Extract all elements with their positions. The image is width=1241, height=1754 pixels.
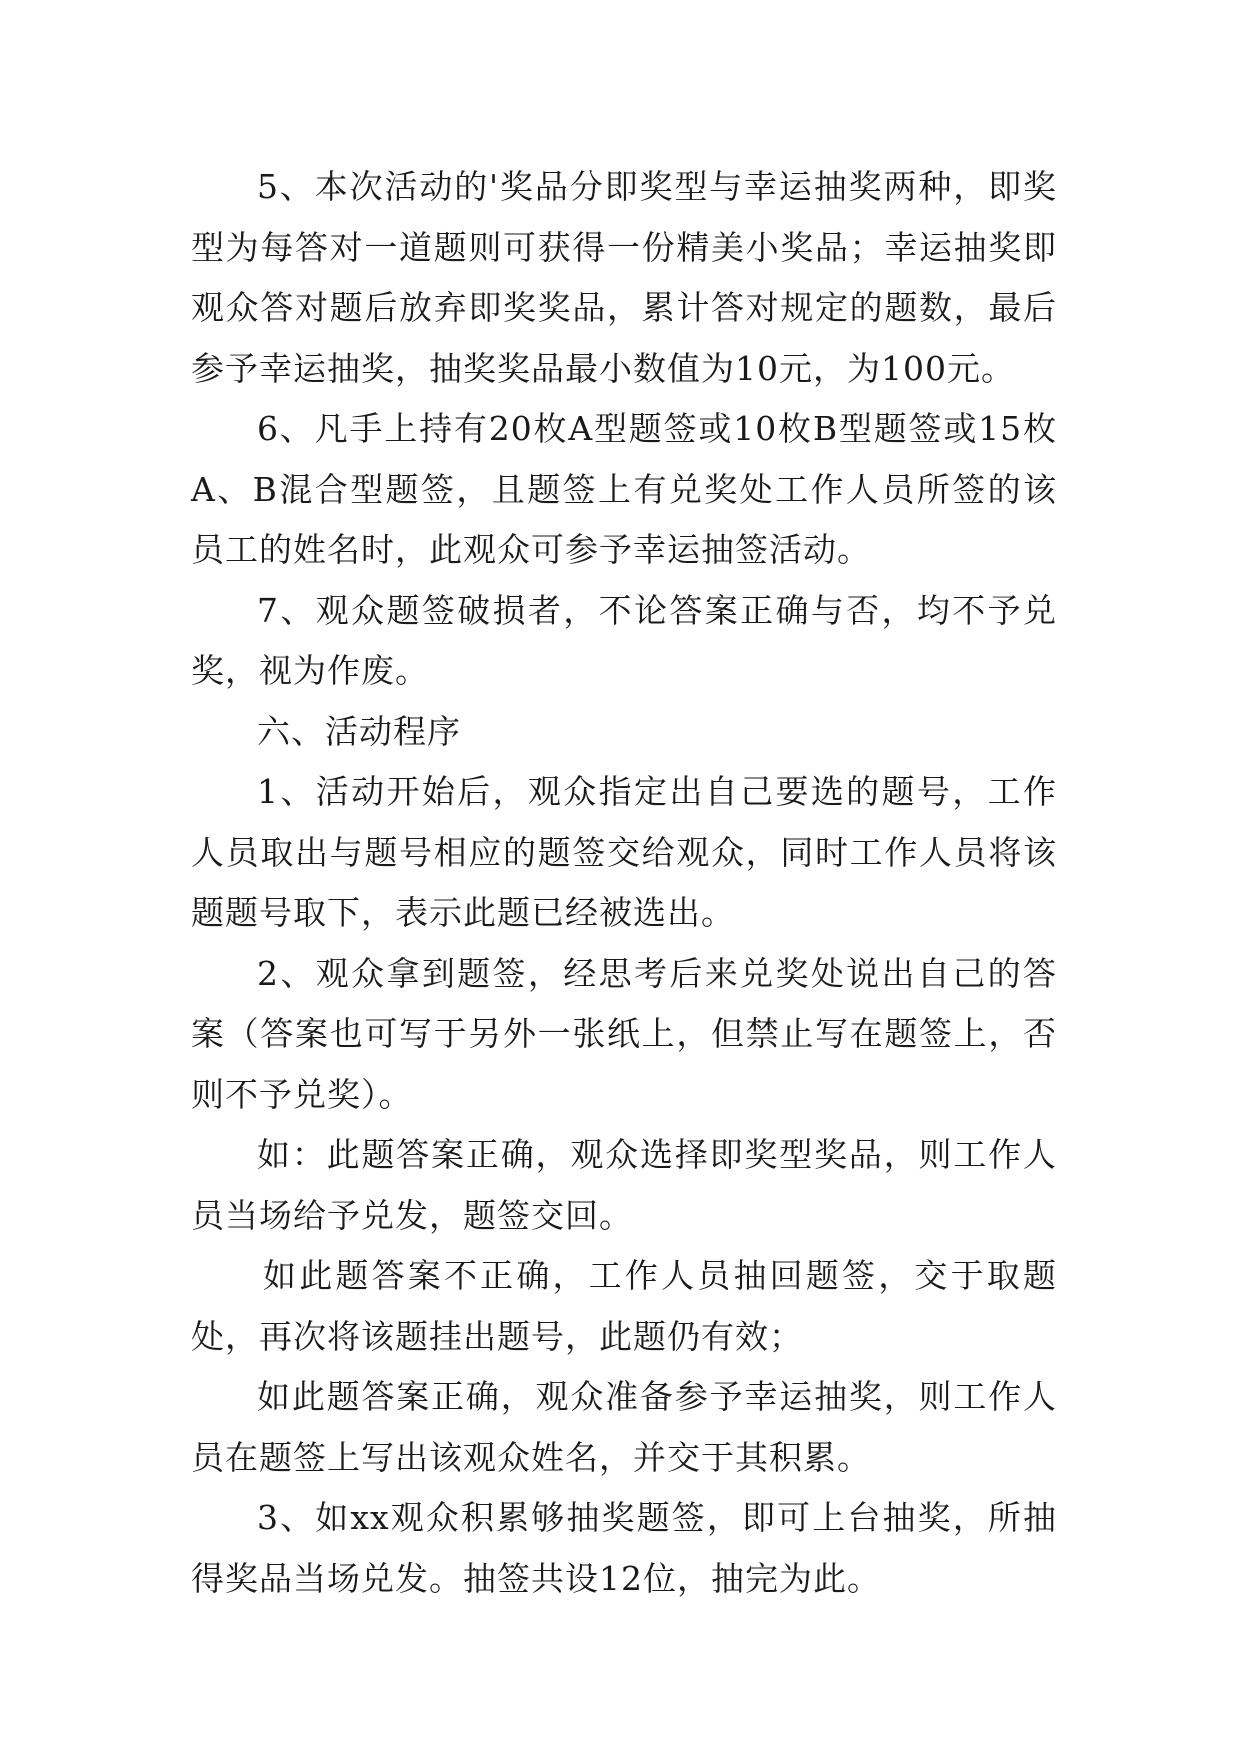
paragraph-step-1: 1、活动开始后，观众指定出自己要选的题号，工作人员取出与题号相应的题签交给观众，同时工作人员将该题题号取下，表示此题已经被选出。 (191, 772, 1057, 932)
paragraph-step-2: 2、观众拿到题签，经思考后来兑奖处说出自己的答案（答案也可写于另外一张纸上，但禁止写在题签上，否则不予兑奖）。 (191, 953, 1057, 1114)
paragraph-rule-6: 6、凡手上持有20枚A型题签或10枚B型题签或15枚A、B混合型题签，且题签上有兑奖处工作人员所签的该员工的姓名时，此观众可参予幸运抽签活动。 (191, 409, 1057, 569)
paragraph-case-incorrect: 如此题答案不正确，工作人员抽回题签，交于取题处，再次将该题挂出题号，此题仍有效； (191, 1256, 1057, 1356)
paragraph-case-correct-instant: 如：此题答案正确，观众选择即奖型奖品，则工作人员当场给予兑发，题签交回。 (191, 1135, 1057, 1235)
section-heading-procedure: 六、活动程序 (257, 711, 461, 751)
document-body (191, 157, 1057, 1609)
paragraph-step-3: 3、如xx观众积累够抽奖题签，即可上台抽奖，所抽得奖品当场兑发。抽签共设12位，抽完为此。 (191, 1498, 1057, 1598)
paragraph-rule-5: 5、本次活动的'奖品分即奖型与幸运抽奖两种，即奖型为每答对一道题则可获得一份精美小奖品；幸运抽奖即观众答对题后放弃即奖奖品，累计答对规定的题数，最后参予幸运抽奖，抽奖奖品最小数值为10元，为100元。 (191, 167, 1057, 388)
paragraph-rule-7: 7、观众题签破损者，不论答案正确与否，均不予兑奖，视为作废。 (191, 590, 1057, 690)
paragraph-case-correct-lottery: 如此题答案正确，观众准备参予幸运抽奖，则工作人员在题签上写出该观众姓名，并交于其积累。 (191, 1377, 1057, 1477)
